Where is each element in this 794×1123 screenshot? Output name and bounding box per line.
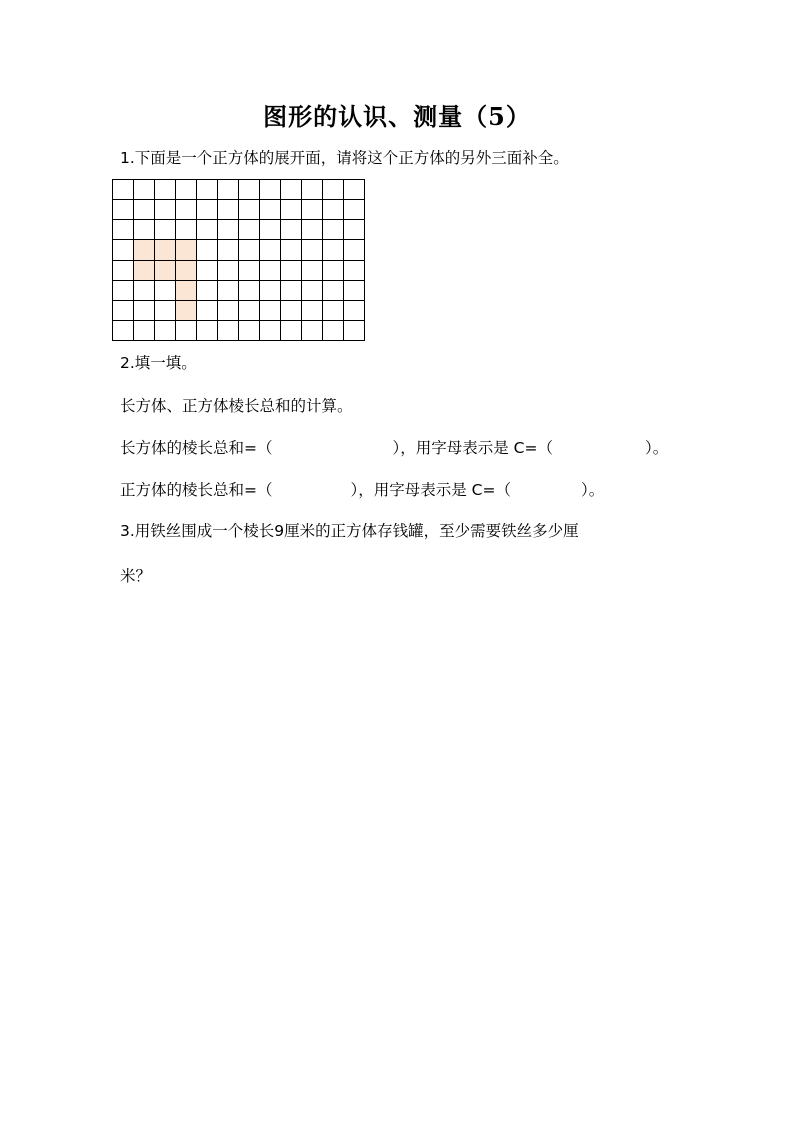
grid-cell[interactable] [281, 281, 302, 301]
grid-cell[interactable] [155, 301, 176, 321]
grid-cell[interactable] [176, 321, 197, 341]
cuboid-edge-sum-line [120, 437, 668, 459]
grid-cell[interactable] [113, 261, 134, 281]
grid-cell[interactable] [176, 180, 197, 200]
grid-cell[interactable] [218, 180, 239, 200]
cube-formula-label: ），用字母表示是 C=（ [350, 481, 511, 499]
grid-cell[interactable] [134, 200, 155, 220]
grid-cell[interactable] [281, 180, 302, 200]
grid-cell-shaded[interactable] [176, 240, 197, 260]
grid-cell[interactable] [323, 321, 344, 341]
grid-cell[interactable] [344, 180, 365, 200]
grid-cell-shaded[interactable] [176, 261, 197, 281]
grid-cell[interactable] [344, 240, 365, 260]
grid-cell[interactable] [302, 281, 323, 301]
grid-cell[interactable] [197, 240, 218, 260]
grid-cell[interactable] [260, 220, 281, 240]
grid-cell-shaded[interactable] [155, 240, 176, 260]
cube-edge-sum-label: 正方体的棱长总和=（ [120, 481, 273, 499]
grid-cell[interactable] [155, 200, 176, 220]
question-1-text: 1.下面是一个正方体的展开面，请将这个正方体的另外三面补全。 [120, 149, 569, 167]
grid-cell[interactable] [260, 301, 281, 321]
grid-cell[interactable] [197, 220, 218, 240]
question-2-heading: 2.填一填。 [120, 354, 197, 372]
grid-cell[interactable] [239, 240, 260, 260]
grid-cell[interactable] [197, 281, 218, 301]
grid-cell[interactable] [281, 321, 302, 341]
grid-cell[interactable] [218, 281, 239, 301]
grid-cell-shaded[interactable] [134, 261, 155, 281]
grid-cell[interactable] [323, 281, 344, 301]
grid-cell[interactable] [239, 301, 260, 321]
grid-cell[interactable] [344, 321, 365, 341]
grid-cell-shaded[interactable] [176, 301, 197, 321]
grid-cell[interactable] [344, 200, 365, 220]
grid-cell[interactable] [302, 180, 323, 200]
grid-cell[interactable] [113, 321, 134, 341]
grid-cell[interactable] [239, 321, 260, 341]
grid-cell[interactable] [281, 240, 302, 260]
grid-cell[interactable] [302, 321, 323, 341]
grid-cell-shaded[interactable] [134, 240, 155, 260]
grid-cell[interactable] [134, 180, 155, 200]
grid-cell[interactable] [302, 240, 323, 260]
grid-cell[interactable] [260, 321, 281, 341]
question-3-text: 3.用铁丝围成一个棱长9厘米的正方体存钱罐，至少需要铁丝多少厘 [120, 522, 579, 540]
grid-cell[interactable] [197, 261, 218, 281]
grid-cell[interactable] [302, 301, 323, 321]
grid-cell-shaded[interactable] [155, 261, 176, 281]
question-2-subheading: 长方体、正方体棱长总和的计算。 [120, 397, 353, 415]
grid-cell[interactable] [323, 200, 344, 220]
grid-cell[interactable] [302, 261, 323, 281]
grid-cell[interactable] [197, 200, 218, 220]
grid-cell[interactable] [197, 321, 218, 341]
cube-formula-close: ）。 [581, 481, 605, 499]
grid-cell[interactable] [134, 321, 155, 341]
grid-cell[interactable] [218, 220, 239, 240]
grid-cell[interactable] [155, 180, 176, 200]
grid-cell[interactable] [197, 180, 218, 200]
grid-cell[interactable] [113, 200, 134, 220]
grid-cell[interactable] [155, 321, 176, 341]
grid-cell-shaded[interactable] [176, 281, 197, 301]
grid-cell[interactable] [260, 200, 281, 220]
cuboid-formula-label: ），用字母表示是 C=（ [392, 439, 553, 457]
grid-cell[interactable] [218, 321, 239, 341]
grid-cell[interactable] [239, 220, 260, 240]
grid-cell[interactable] [323, 301, 344, 321]
question-3-text-continued: 米？ [120, 567, 152, 585]
grid-cell[interactable] [239, 180, 260, 200]
grid-cell[interactable] [113, 301, 134, 321]
page-title: 图形的认识、测量（5） [263, 102, 531, 131]
grid-cell[interactable] [239, 200, 260, 220]
grid-cell[interactable] [155, 281, 176, 301]
grid-cell[interactable] [281, 261, 302, 281]
grid-cell[interactable] [197, 301, 218, 321]
grid-cell[interactable] [323, 180, 344, 200]
grid-cell[interactable] [134, 281, 155, 301]
grid-cell[interactable] [344, 220, 365, 240]
grid-cell[interactable] [218, 200, 239, 220]
grid-cell[interactable] [302, 220, 323, 240]
grid-cell[interactable] [113, 240, 134, 260]
grid-cell[interactable] [218, 240, 239, 260]
grid-cell[interactable] [260, 180, 281, 200]
grid-cell[interactable] [239, 281, 260, 301]
cuboid-edge-sum-label: 长方体的棱长总和=（ [120, 439, 273, 457]
grid-cell[interactable] [281, 220, 302, 240]
grid-cell[interactable] [323, 261, 344, 281]
grid-cell[interactable] [134, 220, 155, 240]
cube-edge-sum-line [120, 479, 604, 501]
grid-cell[interactable] [239, 261, 260, 281]
grid-cell[interactable] [323, 220, 344, 240]
grid-cell[interactable] [344, 301, 365, 321]
grid-cell[interactable] [176, 220, 197, 240]
grid-cell[interactable] [218, 261, 239, 281]
grid-cell[interactable] [155, 220, 176, 240]
grid-cell[interactable] [260, 261, 281, 281]
grid-cell[interactable] [176, 200, 197, 220]
grid-cell[interactable] [260, 240, 281, 260]
grid-cell[interactable] [302, 200, 323, 220]
grid-cell[interactable] [113, 281, 134, 301]
grid-cell[interactable] [323, 240, 344, 260]
cuboid-formula-close: ）。 [645, 439, 669, 457]
grid-cell[interactable] [344, 261, 365, 281]
grid-cell[interactable] [344, 281, 365, 301]
grid-cell[interactable] [134, 301, 155, 321]
grid-cell[interactable] [281, 200, 302, 220]
cube-net-grid[interactable] [112, 179, 365, 341]
grid-cell[interactable] [113, 180, 134, 200]
grid-cell[interactable] [218, 301, 239, 321]
grid-cell[interactable] [260, 281, 281, 301]
grid-cell[interactable] [113, 220, 134, 240]
grid-cell[interactable] [281, 301, 302, 321]
